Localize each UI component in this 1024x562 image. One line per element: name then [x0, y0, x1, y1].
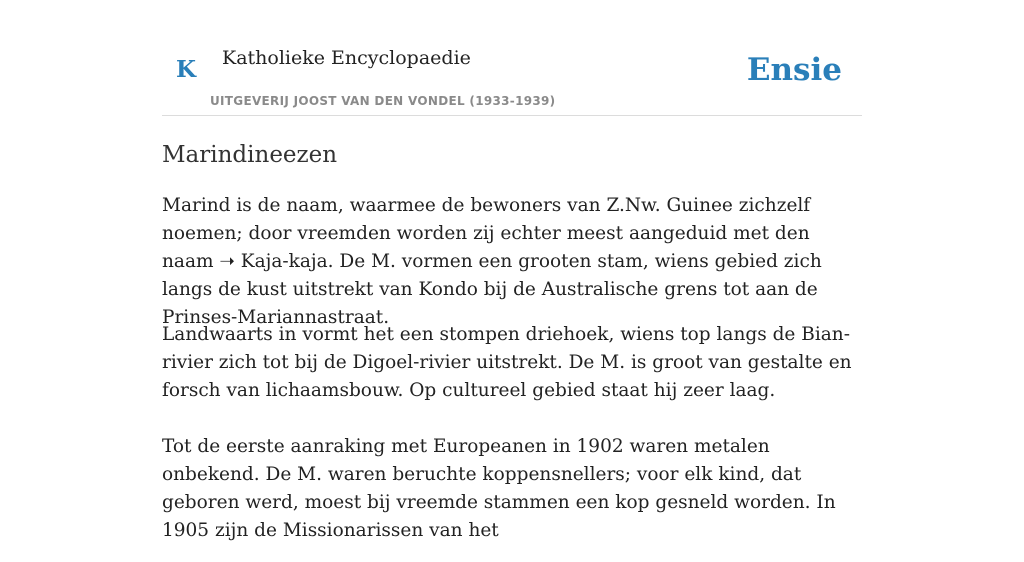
- publisher-subtitle: UITGEVERIJ JOOST VAN DEN VONDEL (1933-1939): [210, 94, 556, 108]
- article-paragraph: Tot de eerste aanraking met Europeanen in 1902 waren metalen onbekend. De M. waren beruchte koppensnellers; voor elk kind, dat geboren werd, moest bij vreemde stammen een kop gesneld worden. In 1905 zijn de Missionarissen van het: [162, 436, 836, 541]
- article-paragraph: Landwaarts in vormt het een stompen driehoek, wiens top langs de Bian-rivier zich tot bij de Digoel-rivier uitstrekt. De M. is groot van gestalte en forsch van lichaamsbouw. Op cultureel gebied staat hij zeer laag.: [162, 324, 852, 401]
- ensie-brand-logo[interactable]: Ensie: [746, 52, 842, 88]
- site-header: [162, 0, 862, 116]
- article-title: Marindineezen: [162, 142, 338, 168]
- logo-k[interactable]: K: [176, 56, 196, 83]
- article-paragraph: Marind is de naam, waarmee de bewoners van Z.Nw. Guinee zichzelf noemen; door vreemden worden zij echter meest aangeduid met den naam ➝ Kaja-kaja. De M. vormen een grooten stam, wiens gebied zich langs de kust uitstrekt van Kondo bij de Australische grens tot aan de Prinses-Mariannastraat.: [162, 195, 822, 328]
- publication-title[interactable]: Katholieke Encyclopaedie: [222, 47, 471, 69]
- article-body: [162, 192, 862, 562]
